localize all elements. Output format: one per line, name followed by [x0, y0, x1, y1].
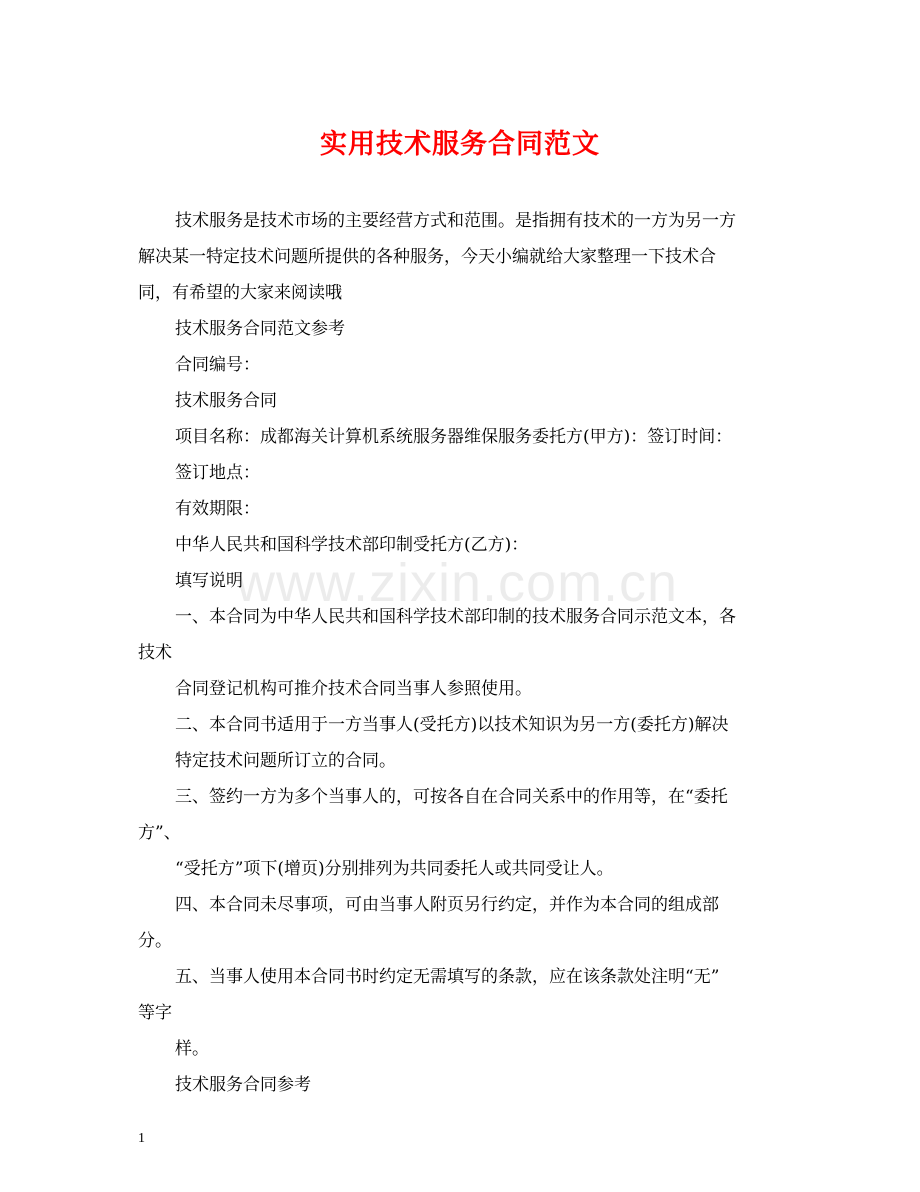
body-line: 二、本合同书适用于一方当事人(受托方)以技术知识为另一方(委托方)解决: [175, 715, 729, 735]
body-line: 项目名称：成都海关计算机系统服务器维保服务委托方(甲方)：签订时间：: [175, 427, 733, 447]
body-line: 技术服务合同范文参考: [175, 319, 345, 339]
body-line: 有效期限：: [175, 499, 260, 519]
page-number: 1: [138, 1131, 145, 1146]
body-line: 中华人民共和国科学技术部印制受托方(乙方)：: [175, 535, 529, 555]
body-line: 等字: [138, 1003, 172, 1023]
body-line: 一、本合同为中华人民共和国科学技术部印制的技术服务合同示范文本，各: [175, 607, 736, 627]
body-line: 分。: [138, 931, 172, 951]
document-body: [138, 203, 778, 1103]
body-line: 特定技术问题所订立的合同。: [175, 751, 396, 771]
watermark: www.zixin.com.cn: [236, 553, 679, 613]
body-line: 四、本合同未尽事项，可由当事人附页另行约定，并作为本合同的组成部: [175, 895, 719, 915]
document-title: 实用技术服务合同范文: [320, 129, 600, 160]
body-line: 技术服务合同: [175, 391, 277, 411]
body-line: 样。: [175, 1039, 209, 1059]
body-line: 合同编号：: [175, 355, 260, 375]
body-line: 合同登记机构可推介技术合同当事人参照使用。: [175, 679, 532, 699]
body-line: “受托方”项下(增页)分别排列为共同委托人或共同受让人。: [175, 859, 614, 879]
body-line: 三、签约一方为多个当事人的，可按各自在合同关系中的作用等，在“委托: [175, 787, 728, 807]
body-line: 技术: [138, 643, 172, 663]
body-line: 签订地点：: [175, 463, 260, 483]
body-line: 解决某一特定技术问题所提供的各种服务，今天小编就给大家整理一下技术合: [138, 247, 716, 267]
body-line: 填写说明: [175, 571, 243, 591]
body-line: 技术服务是技术市场的主要经营方式和范围。是指拥有技术的一方为另一方: [175, 211, 736, 231]
body-line: 技术服务合同参考: [175, 1075, 311, 1095]
body-line: 方”、: [138, 823, 181, 843]
body-line: 五、当事人使用本合同书时约定无需填写的条款，应在该条款处注明“无”: [175, 967, 720, 987]
body-line: 同，有希望的大家来阅读哦: [138, 283, 342, 303]
